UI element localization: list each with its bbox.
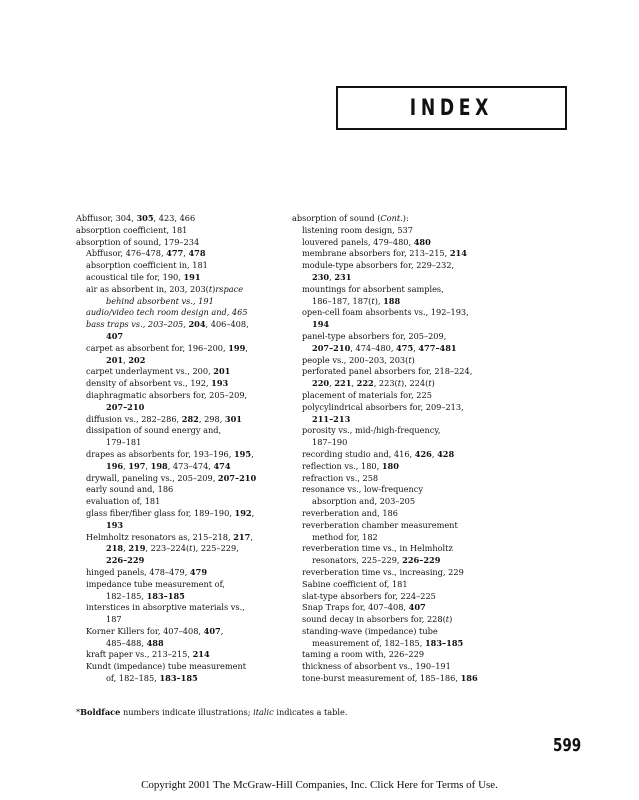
index-entry-text: 192 xyxy=(234,507,252,518)
index-entry xyxy=(76,366,276,378)
index-entry-text: t xyxy=(445,614,450,625)
index-entry-text: bass traps vs., 203–205, xyxy=(86,319,189,330)
index-entry xyxy=(76,449,276,461)
index-entry xyxy=(76,496,276,508)
index-entry-text: 207–210 xyxy=(217,472,257,483)
index-entry-text: slat-type absorbers for, 224–225 xyxy=(302,590,436,601)
index-entry-text: , xyxy=(250,531,253,542)
index-entry xyxy=(292,614,514,626)
index-entry-text: , xyxy=(413,342,419,353)
index-entry-text: t xyxy=(397,378,402,389)
index-entry xyxy=(292,520,514,532)
index-entry xyxy=(76,543,276,555)
index-entry-text: listening room design, 537 xyxy=(302,224,413,235)
index-entry-text: ) xyxy=(212,283,216,294)
index-entry-text: 479 xyxy=(189,566,208,577)
copyright-notice[interactable]: Copyright 2001 The McGraw-Hill Companies, Inc. Click Here for Terms of Use. xyxy=(141,779,498,791)
index-entry xyxy=(76,579,276,591)
index-entry-text: perforated panel absorbers for, 218–224, xyxy=(302,366,473,377)
index-entry-text: ), 224( xyxy=(401,378,429,389)
index-entry xyxy=(292,378,514,390)
index-entry-text: evaluation of, 181 xyxy=(86,496,161,507)
index-entry-text: 219 xyxy=(128,543,146,554)
index-entry xyxy=(292,567,514,579)
footnote-star: * xyxy=(76,707,81,717)
index-entry xyxy=(292,366,514,378)
index-entry-text: Abffusor, 304, xyxy=(76,213,137,223)
index-entry xyxy=(76,437,276,449)
index-entry-text: Snap Traps for, 407–408, xyxy=(302,602,409,613)
index-entry xyxy=(76,484,276,496)
index-entry-text: 202 xyxy=(128,354,146,365)
index-entry-text: 193 xyxy=(106,519,124,530)
index-entry xyxy=(76,319,276,331)
index-entry-text: ), 225–229, xyxy=(192,543,239,554)
index-entry-text: 477–481 xyxy=(418,342,457,353)
index-entry xyxy=(292,626,514,638)
index-entry xyxy=(76,260,276,272)
index-entry xyxy=(292,602,514,614)
index-entry-text: 188 xyxy=(383,295,401,306)
index-entry-text: , 474–480, xyxy=(350,342,397,353)
index-entry-text: 183–185 xyxy=(146,590,185,601)
index-entry xyxy=(292,296,514,308)
index-entry xyxy=(292,484,514,496)
index-entry-text: t xyxy=(189,543,193,554)
index-entry-text: 217 xyxy=(233,531,251,542)
index-entry xyxy=(76,248,276,260)
index-entry-text: dissipation of sound energy and, xyxy=(86,425,222,436)
index-entry-text: recording studio and, 416, xyxy=(302,448,415,459)
index-entry-text: kraft paper vs., 213–215, xyxy=(86,649,193,660)
index-entry-text: , xyxy=(251,448,254,459)
index-right-column xyxy=(292,213,514,685)
index-entry-text: 407 xyxy=(203,625,221,636)
index-entry xyxy=(292,661,514,673)
index-entry-text: ): xyxy=(402,213,409,223)
index-entry-text: t xyxy=(371,295,375,306)
index-entry-text: 226–229 xyxy=(106,555,145,566)
index-entry-text: resonance vs., low-frequency xyxy=(302,484,423,495)
index-entry xyxy=(76,532,276,544)
index-entry xyxy=(292,473,514,485)
index-entry-text: interstices in absorptive materials vs., xyxy=(86,602,245,613)
index-title: INDEX xyxy=(409,95,494,121)
page-number: 599 xyxy=(553,735,582,756)
index-entry-text: 222 xyxy=(356,378,374,389)
footnote-end: indicates a table. xyxy=(273,707,348,717)
index-entry-text: membrane absorbers for, 213–215, xyxy=(302,248,450,259)
index-entry xyxy=(292,673,514,685)
index-entry xyxy=(76,378,276,390)
index-entry xyxy=(76,331,276,343)
index-entry xyxy=(292,213,514,225)
index-entry-text: 197 xyxy=(128,460,146,471)
index-entry-text: Helmholtz resonators as, 215–218, xyxy=(86,531,234,542)
index-entry-text: , xyxy=(123,460,129,471)
index-entry xyxy=(292,449,514,461)
index-entry-text: ), xyxy=(374,295,384,306)
index-entry-text: 180 xyxy=(381,460,399,471)
index-entry xyxy=(292,555,514,567)
index-entry-text: 207–210 xyxy=(106,401,145,412)
index-entry-text: 187 xyxy=(106,614,122,625)
index-entry xyxy=(292,425,514,437)
index-entry-text: t xyxy=(208,283,213,294)
index-entry xyxy=(292,649,514,661)
index-entry-text: carpet as absorbent for, 196–200, xyxy=(86,342,229,353)
index-entry xyxy=(292,331,514,343)
index-entry-text: mountings for absorbent samples, xyxy=(302,283,444,294)
index-entry xyxy=(76,343,276,355)
index-entry-text: 282 xyxy=(181,413,199,424)
index-entry xyxy=(292,414,514,426)
index-entry-text: reverberation time vs., increasing, 229 xyxy=(302,566,464,577)
index-entry xyxy=(292,260,514,272)
index-entry-text: 201 xyxy=(213,366,231,377)
index-entry-text: 182–185, xyxy=(106,590,147,601)
index-entry-text: absorption coefficient in, 181 xyxy=(86,260,208,271)
index-entry xyxy=(76,307,276,319)
index-entry-text: hinged panels, 478–479, xyxy=(86,566,190,577)
index-entry xyxy=(76,425,276,437)
index-entry-text: early sound and, 186 xyxy=(86,484,174,495)
index-entry xyxy=(76,213,276,225)
index-entry-text: Sabine coefficient of, 181 xyxy=(302,578,408,589)
index-entry-text: , xyxy=(431,448,438,459)
index-entry-text: tone-burst measurement of, 185–186, xyxy=(302,673,461,684)
index-entry-text: 221 xyxy=(334,378,352,389)
index-entry xyxy=(76,473,276,485)
index-entry-text: 194 xyxy=(312,319,330,330)
index-entry xyxy=(76,461,276,473)
index-entry-text: , 298, xyxy=(198,413,225,424)
index-title-box xyxy=(336,86,567,130)
index-entry-text: people vs., 200–203, 203( xyxy=(302,354,409,365)
index-entry-text: 204 xyxy=(188,319,206,330)
index-entry-text: 191 xyxy=(183,271,201,282)
index-entry-text: 480 xyxy=(413,236,431,247)
index-entry-text: 201 xyxy=(106,354,124,365)
index-entry xyxy=(76,614,276,626)
index-entry xyxy=(292,248,514,260)
index-entry xyxy=(292,402,514,414)
index-entry-text: behind absorbent vs., 191 xyxy=(106,295,214,306)
index-entry-text: 407 xyxy=(106,330,124,341)
index-entry-text: impedance tube measurement of, xyxy=(86,578,225,589)
index-entry xyxy=(292,319,514,331)
index-entry xyxy=(292,343,514,355)
index-entry xyxy=(76,649,276,661)
index-entry-text: standing-wave (impedance) tube xyxy=(302,625,438,636)
index-entry-text: Abffusor, 476–478, xyxy=(86,248,167,259)
index-entry-text: polycylindrical absorbers for, 209–213, xyxy=(302,401,464,412)
index-entry-text: taming a room with, 226–229 xyxy=(302,649,425,660)
index-entry xyxy=(76,414,276,426)
index-entry-text: 214 xyxy=(192,649,210,660)
index-entry-text: 218 xyxy=(106,543,124,554)
index-entry xyxy=(76,567,276,579)
index-entry xyxy=(292,638,514,650)
index-entry-text: , 223–224( xyxy=(145,543,190,554)
index-left-column xyxy=(76,213,276,685)
index-entry-text: absorption coefficient, 181 xyxy=(76,224,188,235)
index-entry xyxy=(76,390,276,402)
index-entry-text: absorption of sound ( xyxy=(292,213,381,223)
index-entry-text: module-type absorbers for, 229–232, xyxy=(302,260,455,271)
index-entry-text: method for, 182 xyxy=(312,531,378,542)
index-entry-text: 474 xyxy=(213,460,231,471)
index-entry-text: 475 xyxy=(396,342,414,353)
index-entry xyxy=(292,355,514,367)
index-entry-text: reverberation chamber measurement xyxy=(302,519,458,530)
index-entry-text: rspace xyxy=(215,283,244,294)
index-entry-text: ) xyxy=(411,354,415,365)
index-entry-text: sound decay in absorbers for, 228( xyxy=(302,614,446,625)
index-entry-text: t xyxy=(408,354,412,365)
footnote-bold: Boldface xyxy=(80,707,121,717)
index-entry xyxy=(76,296,276,308)
index-entry xyxy=(76,402,276,414)
index-entry-text: reverberation and, 186 xyxy=(302,507,398,518)
index-entry xyxy=(76,520,276,532)
index-entry-text: carpet underlayment vs., 200, xyxy=(86,366,214,377)
index-entry-text: , xyxy=(351,378,357,389)
index-entry xyxy=(292,591,514,603)
index-entry xyxy=(76,272,276,284)
index-entry-text: placement of materials for, 225 xyxy=(302,389,432,400)
index-entry-text: absorption and, 203–205 xyxy=(312,496,416,507)
index-entry xyxy=(292,532,514,544)
index-entry-text: refraction vs., 258 xyxy=(302,472,379,483)
index-entry-text: 214 xyxy=(449,248,467,259)
index-entry xyxy=(76,555,276,567)
index-entry xyxy=(292,284,514,296)
index-entry-text: 198 xyxy=(150,460,168,471)
index-entry xyxy=(292,225,514,237)
index-entry xyxy=(292,579,514,591)
index-entry-text: absorption of sound, 179–234 xyxy=(76,236,200,247)
index-entry-text: air as absorbent in, 203, 203( xyxy=(86,283,209,294)
index-entry-text: reflection vs., 180, xyxy=(302,460,382,471)
index-entry xyxy=(76,673,276,685)
footnote xyxy=(76,707,347,717)
index-entry-text: 199 xyxy=(228,342,246,353)
index-entry xyxy=(292,437,514,449)
index-entry-text: 179–181 xyxy=(106,437,142,448)
index-entry-text: 485–488, xyxy=(106,637,147,648)
index-entry-text: , 473–474, xyxy=(167,460,214,471)
index-entry-text: 195 xyxy=(233,448,252,459)
index-entry-text: 196 xyxy=(106,460,124,471)
index-entry-text: 478 xyxy=(188,248,206,259)
index-entry-text: diffusion vs., 282–286, xyxy=(86,413,182,424)
index-entry xyxy=(76,508,276,520)
index-entry-text: 186 xyxy=(460,673,478,684)
index-entry xyxy=(76,602,276,614)
index-entry-text: 305 xyxy=(136,213,154,223)
index-entry-text: 477 xyxy=(166,248,184,259)
index-entry-text: Kundt (impedance) tube measurement xyxy=(86,661,247,672)
index-entry xyxy=(76,355,276,367)
index-entry-text: diaphragmatic absorbers for, 205–209, xyxy=(86,389,248,400)
index-entry xyxy=(76,225,276,237)
index-entry-text: drywall, paneling vs., 205–209, xyxy=(86,472,218,483)
index-entry-text: , xyxy=(329,271,335,282)
index-entry-text: 183–185 xyxy=(424,637,464,648)
index-entry xyxy=(292,307,514,319)
index-entry xyxy=(292,237,514,249)
index-entry xyxy=(292,390,514,402)
index-entry-text: , 406–408, xyxy=(205,319,249,330)
index-entry-text: , xyxy=(329,378,335,389)
index-entry-text: 186–187, 187( xyxy=(312,295,372,306)
index-entry-text: 187–190 xyxy=(312,437,348,448)
index-entry-text: of, 182–185, xyxy=(106,673,160,684)
index-entry-text: , xyxy=(220,625,224,636)
index-entry-text: porosity vs., mid-/high-frequency, xyxy=(302,425,441,436)
index-entry-text: , xyxy=(183,248,189,259)
index-entry-text: acoustical tile for, 190, xyxy=(86,271,184,282)
index-entry-text: glass fiber/fiber glass for, 189–190, xyxy=(86,507,235,518)
index-entry-text: 220 xyxy=(312,378,330,389)
index-entry-text: , 223( xyxy=(373,378,398,389)
index-entry-text: ) xyxy=(431,378,435,389)
index-entry-text: , xyxy=(245,342,248,353)
index-entry-text: t xyxy=(428,378,432,389)
index-entry-text: Cont. xyxy=(380,213,403,223)
index-entry-text: Korner Killers for, 407–408, xyxy=(86,625,204,636)
index-entry-text: drapes as absorbents for, 193–196, xyxy=(86,448,234,459)
index-entry-text: 211–213 xyxy=(312,413,351,424)
index-entry-text: panel-type absorbers for, 205–209, xyxy=(302,330,447,341)
index-entry-text: 231 xyxy=(334,271,352,282)
index-entry-text: louvered panels, 479–480, xyxy=(302,236,414,247)
index-entry xyxy=(76,284,276,296)
index-entry-text: reverberation time vs., in Helmholtz xyxy=(302,543,453,554)
footnote-italic: italic xyxy=(253,707,274,717)
index-entry-text: audio/video tech room design and, 465 xyxy=(86,307,248,318)
index-entry-text: 230 xyxy=(312,271,330,282)
index-entry-text: , xyxy=(251,507,255,518)
index-entry xyxy=(76,591,276,603)
index-entry xyxy=(292,461,514,473)
index-entry-text: resonators, 225–229, xyxy=(312,555,403,566)
index-entry-text: open-cell foam absorbents vs., 192–193, xyxy=(302,307,469,318)
index-entry xyxy=(76,661,276,673)
index-entry-text: , xyxy=(123,354,129,365)
index-entry-text: 488 xyxy=(146,637,164,648)
index-entry xyxy=(76,638,276,650)
index-entry-text: 193 xyxy=(211,378,229,389)
index-entry-text: 207–210 xyxy=(312,342,351,353)
index-entry xyxy=(76,237,276,249)
index-entry-text: 407 xyxy=(408,602,426,613)
index-entry-text: ) xyxy=(449,614,453,625)
index-entry-text: 226–229 xyxy=(402,555,441,566)
index-entry-text: 426 xyxy=(414,448,432,459)
index-entry-text: thickness of absorbent vs., 190–191 xyxy=(302,661,451,672)
index-entry xyxy=(76,626,276,638)
index-entry xyxy=(292,543,514,555)
index-entry-text: , 423, 466 xyxy=(153,213,196,223)
index-entry-text: 183–185 xyxy=(159,673,198,684)
index-entry-text: measurement of, 182–185, xyxy=(312,637,425,648)
index-entry xyxy=(292,508,514,520)
index-entry-text: , xyxy=(123,543,129,554)
index-entry xyxy=(292,272,514,284)
index-entry xyxy=(292,496,514,508)
footnote-text: numbers indicate illustrations; xyxy=(120,707,254,717)
index-entry-text: 428 xyxy=(437,448,455,459)
index-entry-text: 301 xyxy=(224,413,242,424)
index-entry-text: , xyxy=(145,460,151,471)
index-entry-text: density of absorbent vs., 192, xyxy=(86,378,212,389)
